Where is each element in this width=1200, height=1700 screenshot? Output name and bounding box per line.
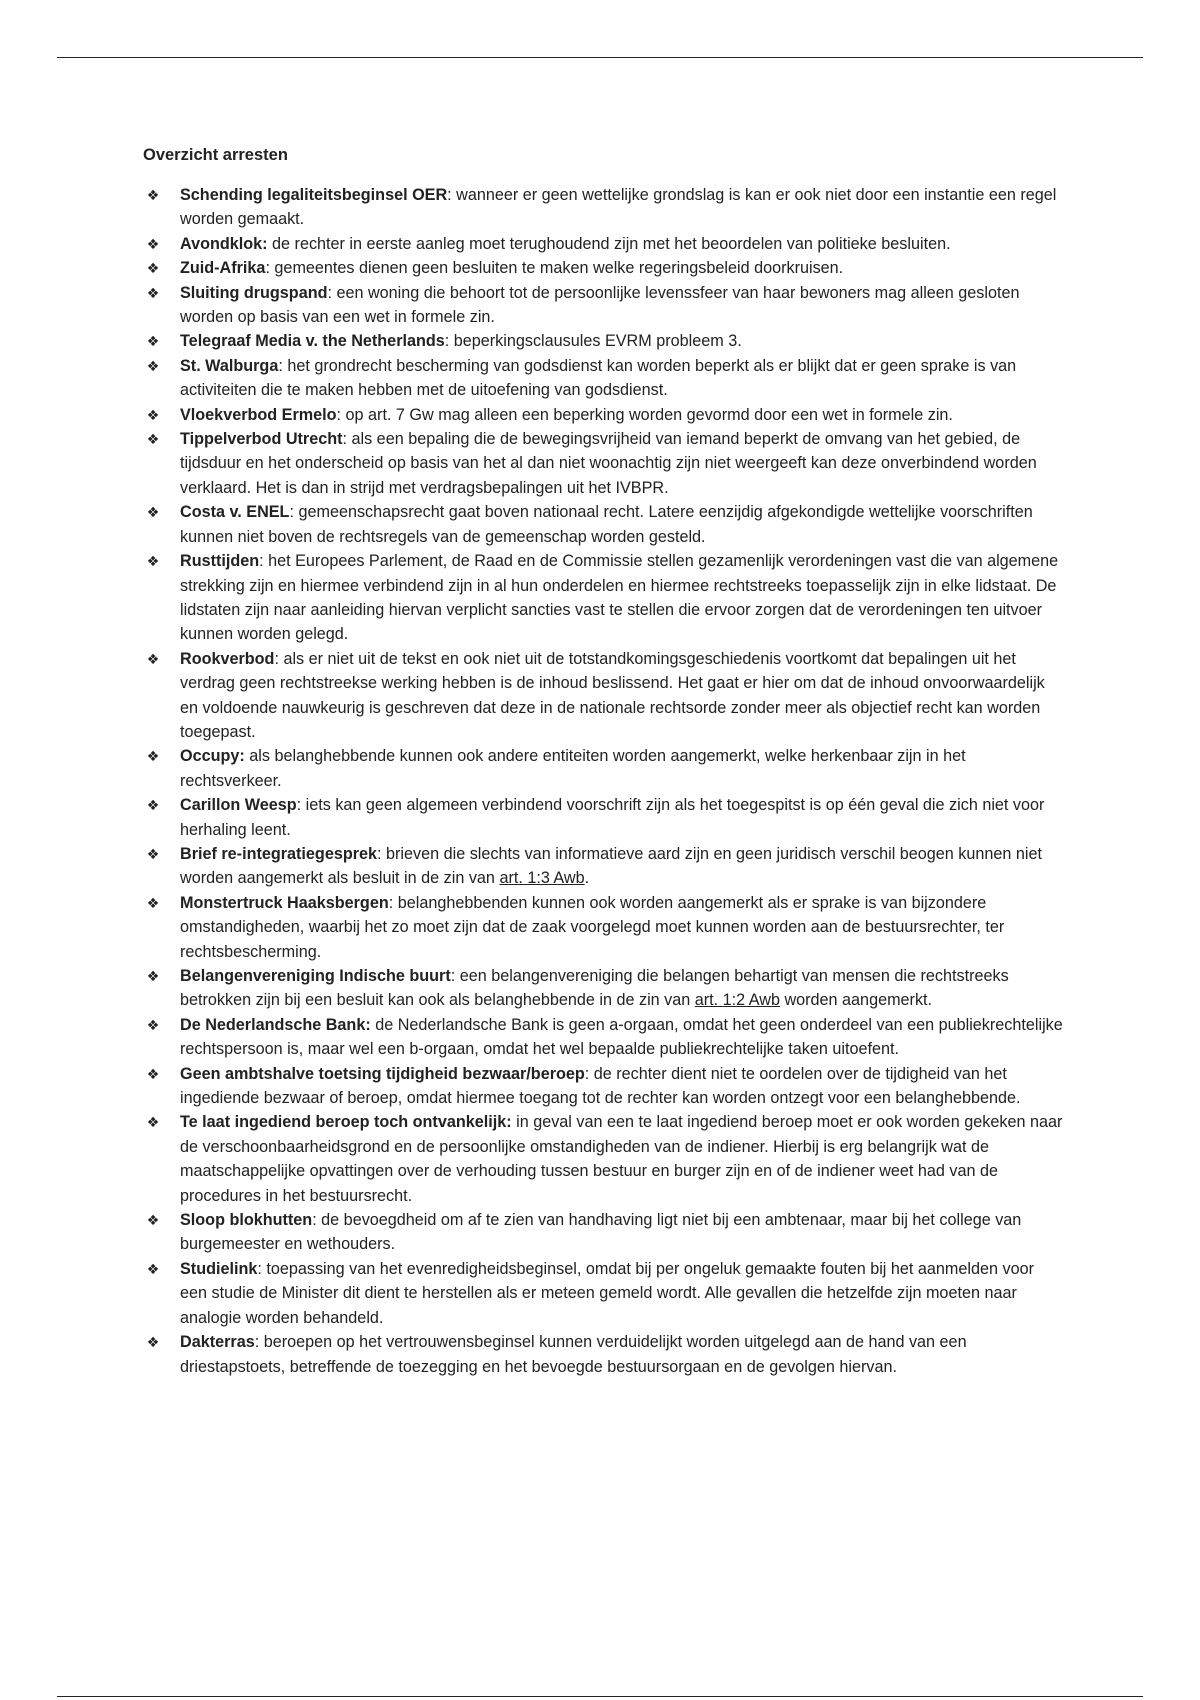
case-summary: als belanghebbende kunnen ook andere entiteiten worden aangemerkt, welke herkenbaar zijn in het rechtsverkeer. (180, 747, 966, 790)
case-name: Belangenvereniging Indische buurt (180, 967, 451, 985)
case-summary: : brieven die slechts van informatieve aard zijn en geen juridisch verschil beogen kunnen niet worden aangemerkt als besluit in de zin van (180, 844, 1043, 888)
case-name: Rookverbod (180, 649, 275, 668)
case-name: Te laat ingediend beroep toch ontvankelijk: (180, 1113, 512, 1132)
diamond-bullet-icon: ❖ (146, 845, 160, 862)
diamond-bullet-icon: ❖ (146, 1260, 160, 1277)
diamond-bullet-icon: ❖ (146, 333, 160, 350)
list-item (143, 232, 1063, 256)
diamond-bullet-icon: ❖ (146, 431, 160, 448)
list-item (143, 549, 1063, 647)
case-summary: : het Europees Parlement, de Raad en de Commissie stellen gezamenlijk verordeningen vast die van algemene strekking zijn en hiermee verbindend zijn in al hun onderdelen en hiermee rechtstreeks toepasselijk zijn in elke lidstaat. De lidstaten zijn naar aanleiding hiervan verplicht sancties vast te stellen die ervoor zorgen dat de verordeningen ten uitvoer kunnen worden gelegd. (180, 552, 1059, 644)
diamond-bullet-icon: ❖ (146, 797, 160, 814)
list-item (143, 891, 1063, 964)
diamond-bullet-icon: ❖ (146, 1334, 160, 1351)
list-item (143, 183, 1063, 232)
diamond-bullet-icon: ❖ (146, 553, 160, 570)
diamond-bullet-icon: ❖ (146, 650, 160, 667)
case-name: Carillon Weesp (180, 796, 297, 815)
case-summary: de Nederlandsche Bank is geen a-orgaan, omdat het geen onderdeel van een publiekrechtelijke rechtspersoon is, maar wel een b-orgaan, omdat het wel bepaalde publiekrechtelijke taken uitoefent. (180, 1015, 1063, 1059)
case-summary-tail: . (584, 869, 590, 888)
case-name: Occupy: (180, 747, 245, 766)
list-item (143, 281, 1063, 330)
case-name: St. Walburga (180, 356, 279, 375)
diamond-bullet-icon: ❖ (146, 748, 160, 765)
page-title: Overzicht arresten (143, 146, 288, 164)
diamond-bullet-icon: ❖ (146, 406, 160, 423)
case-summary: : als er niet uit de tekst en ook niet uit de totstandkomingsgeschiedenis voortkomt dat bepalingen uit het verdrag geen rechtstreekse werking hebben is de inhoud beslissend. Het gaat er hier om dat de inhoud onvoorwaardelijk en voldoende nauwkeurig is geschreven dat deze in de nationale rechtsorde zonder meer als objectief recht kan worden toegepast. (180, 649, 1045, 741)
list-item (143, 1257, 1063, 1330)
case-summary: : gemeenschapsrecht gaat boven nationaal recht. Latere eenzijdig afgekondigde wettelijke voorschriften kunnen niet boven de rechtsregels van de gemeenschap worden gesteld. (180, 503, 1033, 546)
diamond-bullet-icon: ❖ (146, 504, 160, 521)
list-item (143, 354, 1063, 403)
case-summary: : op art. 7 Gw mag alleen een beperking worden gevormd door een wet in formele zin. (336, 405, 953, 424)
list-item (143, 1013, 1063, 1062)
list-item (143, 842, 1063, 891)
case-summary: : belanghebbenden kunnen ook worden aangemerkt als er sprake is van bijzondere omstandigheden, waarbij het zo moet zijn dat de zaak voorgelegd moet kunnen worden aan de bestuursrechter, ter rechtsbescherming. (180, 893, 1005, 961)
diamond-bullet-icon: ❖ (146, 1114, 160, 1131)
case-name: Avondklok: (180, 234, 268, 253)
diamond-bullet-icon: ❖ (146, 284, 160, 301)
list-item (143, 403, 1063, 427)
case-summary: : een belangenvereniging die belangen behartigt van mensen die rechtstreeks betrokken zijn bij een besluit kan ook als belanghebbende in de zin van (180, 967, 1009, 1010)
case-name: Rusttijden (180, 552, 260, 571)
footer-rule (57, 1696, 1143, 1697)
list-item (143, 1110, 1063, 1208)
case-name: Dakterras (180, 1333, 255, 1352)
diamond-bullet-icon: ❖ (146, 1065, 160, 1082)
case-summary: : wanneer er geen wettelijke grondslag is kan er ook niet door een instantie een regel worden gemaakt. (180, 186, 1057, 229)
case-summary: in geval van een te laat ingediend beroep moet er ook worden gekeken naar de verschoonbaarheidsgrond en de persoonlijke omstandigheden van de indiener. Hierbij is erg belangrijk wat de maatschappelijke opvattingen over de verhouding tussen bestuur en burger zijn en of de indiener weet had van de procedures in het bestuursrecht. (180, 1113, 1063, 1205)
case-summary: : een woning die behoort tot de persoonlijke levenssfeer van haar bewoners mag alleen gesloten worden op basis van een wet in formele zin. (180, 283, 1020, 327)
diamond-bullet-icon: ❖ (146, 894, 160, 911)
list-item (143, 793, 1063, 842)
case-summary: : de bevoegdheid om af te zien van handhaving ligt niet bij een ambtenaar, maar bij het college van burgemeester en wethouders. (180, 1211, 1022, 1254)
article-reference: art. 1:2 Awb (694, 991, 780, 1010)
document-body (143, 144, 1063, 1379)
list-item (143, 256, 1063, 280)
case-name: De Nederlandsche Bank: (180, 1015, 371, 1034)
case-name: Sluiting drugspand (180, 283, 328, 302)
case-name: Tippelverbod Utrecht (180, 430, 343, 449)
diamond-bullet-icon: ❖ (146, 968, 160, 984)
list-item (143, 1208, 1063, 1257)
case-list (143, 183, 1063, 1379)
article-reference: art. 1:3 Awb (499, 869, 585, 888)
case-summary: : als een bepaling die de bewegingsvrijheid van iemand beperkt de omvang van het gebied, de tijdsduur en het onderscheid op basis van het al dan niet woonachtig zijn niet weergeeft kan deze onverbindend worden verklaard. Het is dan in strijd met verdragsbepalingen uit het IVBPR. (180, 430, 1037, 497)
diamond-bullet-icon: ❖ (146, 1212, 160, 1229)
case-name: Vloekverbod Ermelo (180, 405, 337, 424)
case-name: Brief re-integratiegesprek (180, 844, 378, 863)
list-item (143, 647, 1063, 745)
case-summary: : de rechter dient niet te oordelen over de tijdigheid van het ingediende bezwaar of beroep, omdat hiermee toegang tot de rechter kan worden ontzegt voor een belanghebbende. (180, 1064, 1021, 1108)
list-item (143, 964, 1063, 1013)
list-item (143, 329, 1063, 353)
case-name: Studielink (180, 1259, 258, 1278)
header-rule (57, 57, 1143, 58)
case-summary: : beroepen op het vertrouwensbeginsel kunnen verduidelijkt worden uitgelegd aan de hand van een driestapstoets, betreffende de toezegging en het bevoegde bestuursorgaan en de gevolgen hiervan. (180, 1333, 967, 1376)
case-summary-tail: worden aangemerkt. (779, 991, 933, 1010)
list-item (143, 427, 1063, 500)
case-name: Monstertruck Haaksbergen (180, 893, 389, 912)
diamond-bullet-icon: ❖ (146, 260, 160, 277)
case-name: Costa v. ENEL (180, 503, 290, 522)
case-summary: : beperkingsclausules EVRM probleem 3. (444, 332, 742, 351)
diamond-bullet-icon: ❖ (146, 235, 160, 252)
case-name: Zuid-Afrika (180, 259, 266, 278)
list-item (143, 500, 1063, 549)
case-summary: : iets kan geen algemeen verbindend voorschrift zijn als het toegespitst is op één geval die zich niet voor herhaling leent. (180, 796, 1045, 839)
list-item (143, 744, 1063, 793)
diamond-bullet-icon: ❖ (146, 357, 160, 374)
case-name: Geen ambtshalve toetsing tijdigheid bezwaar/beroep (180, 1064, 585, 1083)
case-summary: : gemeentes dienen geen besluiten te maken welke regeringsbeleid doorkruisen. (265, 259, 844, 278)
case-name: Telegraaf Media v. the Netherlands (180, 332, 445, 351)
list-item (143, 1062, 1063, 1111)
case-name: Sloop blokhutten (180, 1211, 313, 1230)
diamond-bullet-icon: ❖ (146, 187, 160, 203)
case-summary: : het grondrecht bescherming van godsdienst kan worden beperkt als er blijkt dat er geen sprake is van activiteiten die te maken hebben met de uitoefening van godsdienst. (180, 356, 1017, 400)
case-name: Schending legaliteitsbeginsel OER (180, 186, 448, 204)
case-summary: de rechter in eerste aanleg moet terughoudend zijn met het beoordelen van politieke besluiten. (267, 234, 951, 253)
case-summary: : toepassing van het evenredigheidsbeginsel, omdat bij per ongeluk gemaakte fouten bij het aanmelden voor een studie de Minister dit dient te herstellen als er meteen gemeld wordt. Alle gevallen die hetzelfde zijn moeten naar analogie worden behandeld. (180, 1259, 1034, 1327)
diamond-bullet-icon: ❖ (146, 1016, 160, 1033)
list-item (143, 1330, 1063, 1379)
